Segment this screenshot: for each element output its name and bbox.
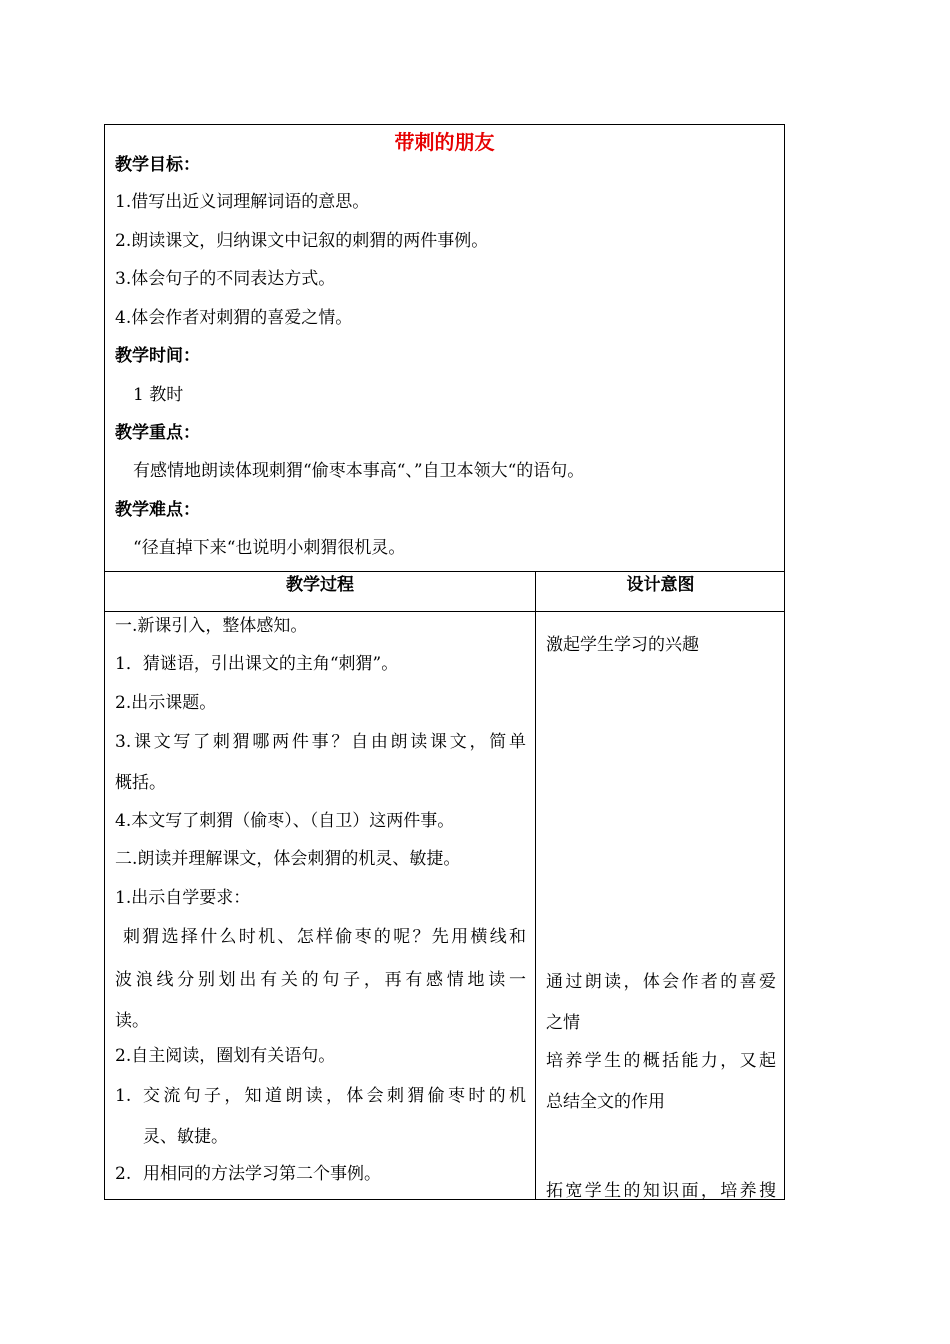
goal-item: 4.体会作者对刺猬的喜爱之情。 — [115, 308, 353, 328]
divider — [105, 611, 784, 612]
intent-line: 之情 — [546, 1013, 580, 1033]
lesson-plan-table — [104, 124, 785, 1200]
col-header-process: 教学过程 — [286, 575, 354, 595]
process-list-text: 用相同的方法学习第二个事例。 — [143, 1164, 381, 1184]
process-line: 二.朗读并理解课文，体会刺猬的机灵、敏捷。 — [115, 849, 461, 869]
col-header-intent: 设计意图 — [626, 575, 695, 595]
process-line: 4.本文写了刺猬（偷枣）、（自卫）这两件事。 — [115, 811, 455, 831]
difficulty-value: “径直掉下来“也说明小刺猬很机灵。 — [133, 538, 406, 558]
time-value: 1 教时 — [133, 385, 184, 405]
process-line: 波浪线分别划出有关的句子，再有感情地读一 — [115, 970, 526, 990]
process-list-number: 1. — [115, 1086, 132, 1106]
document-title: 带刺的朋友 — [394, 130, 495, 154]
process-line: 1.出示自学要求： — [115, 888, 251, 908]
process-list-number: 2. — [115, 1164, 132, 1184]
column-divider — [535, 571, 536, 1199]
difficulty-heading: 教学难点： — [115, 500, 200, 520]
process-line: 3.课文写了刺猬哪两件事？自由朗读课文，简单 — [115, 732, 526, 752]
intent-line: 通过朗读，体会作者的喜爱 — [546, 972, 776, 992]
goals-heading: 教学目标： — [115, 155, 200, 175]
process-line: 1．猜谜语，引出课文的主角“刺猬”。 — [115, 654, 399, 674]
process-list-text: 交流句子，知道朗读，体会刺猬偷枣时的机 — [143, 1086, 526, 1106]
intent-line: 培养学生的概括能力，又起 — [546, 1051, 776, 1071]
intent-line: 总结全文的作用 — [546, 1092, 665, 1112]
process-line: 2.自主阅读，圈划有关语句。 — [115, 1046, 336, 1066]
process-line: 2.出示课题。 — [115, 693, 217, 713]
intent-line: 拓宽学生的知识面，培养搜 — [546, 1181, 776, 1201]
intent-line: 激起学生学习的兴趣 — [546, 635, 699, 655]
goal-item: 1.借写出近义词理解词语的意思。 — [115, 192, 370, 212]
process-line: 概括。 — [115, 773, 166, 793]
goal-item: 3.体会句子的不同表达方式。 — [115, 269, 336, 289]
divider — [105, 571, 784, 572]
process-line: 刺猬选择什么时机、怎样偷枣的呢？先用横线和 — [123, 927, 526, 947]
key-value: 有感情地朗读体现刺猬“偷枣本事高“、”自卫本领大“的语句。 — [133, 461, 585, 481]
time-heading: 教学时间： — [115, 346, 200, 366]
process-line: 读。 — [115, 1011, 149, 1031]
key-heading: 教学重点： — [115, 423, 200, 443]
process-list-text: 灵、敏捷。 — [143, 1127, 228, 1147]
process-line: 一.新课引入，整体感知。 — [115, 616, 308, 636]
goal-item: 2.朗读课文，归纳课文中记叙的刺猬的两件事例。 — [115, 231, 489, 251]
